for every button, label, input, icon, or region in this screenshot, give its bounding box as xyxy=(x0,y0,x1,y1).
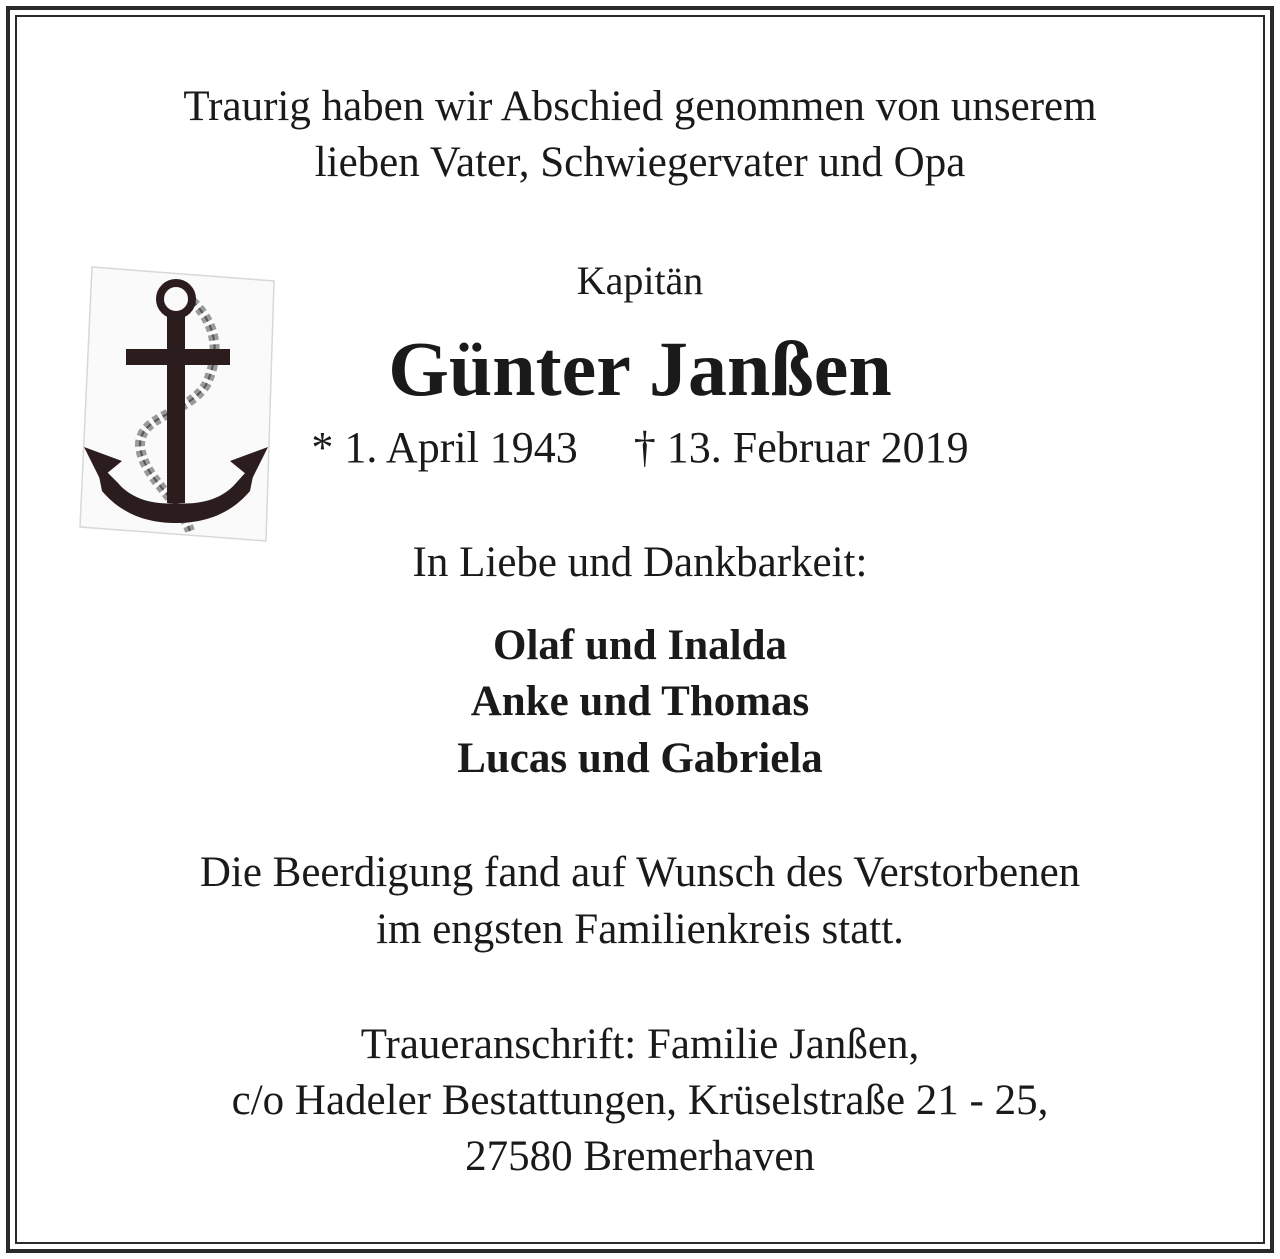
address-line-1: Traueranschrift: Familie Janßen, xyxy=(360,1021,920,1068)
address-line-2: c/o Hadeler Bestattungen, Krüselstraße 21 - 25, xyxy=(231,1077,1049,1124)
dedication: In Liebe und Dankbarkeit: xyxy=(412,539,868,586)
address-line-3: 27580 Bremerhaven xyxy=(465,1133,815,1180)
intro-line-1: Traurig haben wir Abschied genommen von unserem xyxy=(183,83,1097,130)
intro-line-2: lieben Vater, Schwiegervater und Opa xyxy=(314,139,966,186)
deceased-name: Günter Janßen xyxy=(388,325,892,412)
deceased-title: Kapitän xyxy=(576,258,704,303)
birth-date: * 1. April 1943 xyxy=(311,423,578,472)
funeral-line-1: Die Beerdigung fand auf Wunsch des Verstorbenen xyxy=(199,849,1081,896)
life-dates xyxy=(0,422,1280,474)
funeral-line-2: im engsten Familienkreis statt. xyxy=(376,906,904,953)
mourner-2: Anke und Thomas xyxy=(470,678,810,725)
death-date: † 13. Februar 2019 xyxy=(633,423,969,472)
mourner-1: Olaf und Inalda xyxy=(493,622,787,669)
mourner-3: Lucas und Gabriela xyxy=(457,735,823,782)
